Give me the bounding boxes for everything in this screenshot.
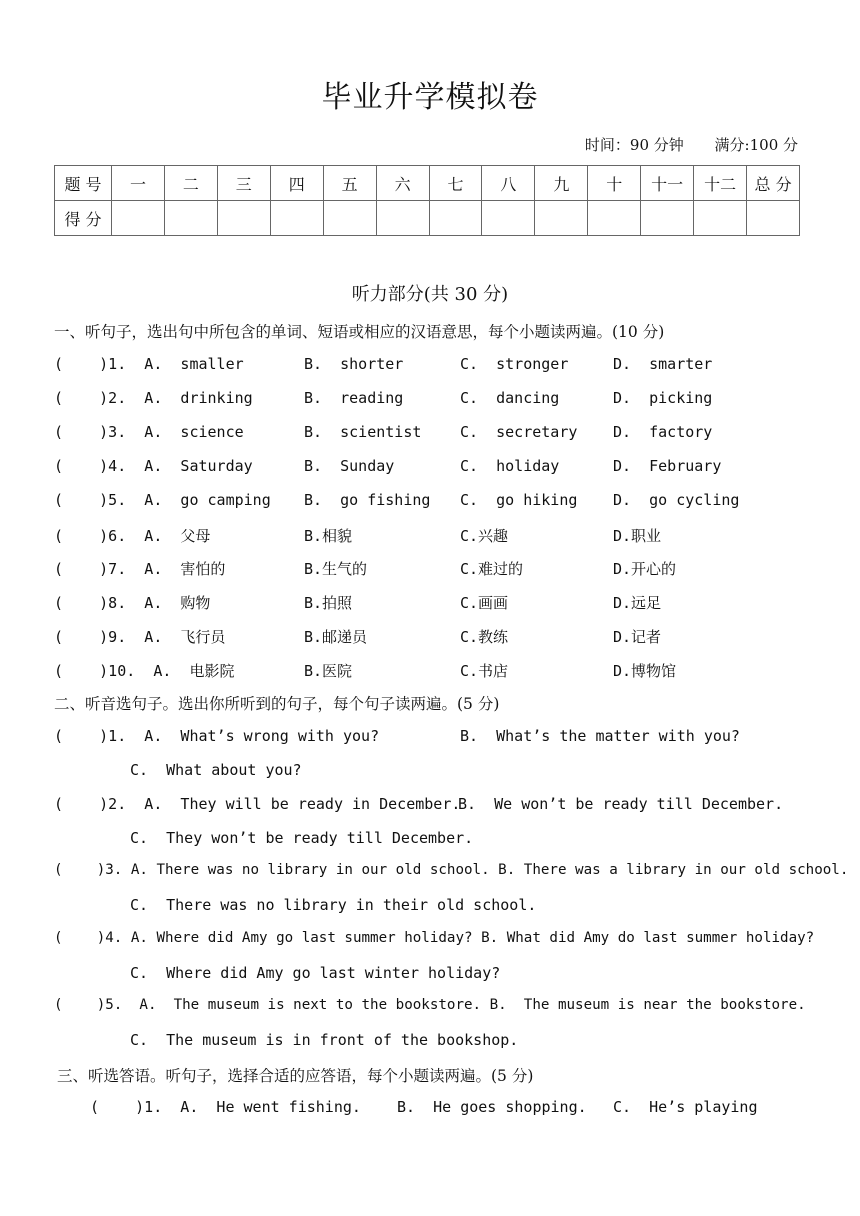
question-option-c: C. stronger	[460, 355, 569, 373]
question-line: ( )1. A. What’s wrong with you?	[54, 727, 380, 745]
score-table-col: 九	[535, 166, 588, 201]
score-table-col: 六	[376, 166, 429, 201]
score-cell[interactable]	[323, 201, 376, 236]
question-option-d: D.记者	[613, 628, 662, 647]
question-option-b: B. Sunday	[304, 456, 395, 475]
score-table-col: 一	[112, 166, 165, 201]
question-option-c: C. There was no library in their old school.	[130, 896, 537, 914]
part2-heading: 二、听音选句子。选出你所听到的句子，每个句子读两遍。(5 分)	[54, 695, 500, 713]
question-option-b: B. shorter	[304, 355, 404, 373]
score-table-col: 十一	[641, 166, 694, 201]
question-option-a: ( )1. A. smaller	[54, 355, 244, 373]
question-option-a: ( )7. A. 害怕的	[54, 560, 226, 579]
score-table-header-row	[55, 166, 800, 201]
question-option-a: ( )10. A. 电影院	[54, 662, 235, 681]
question-option-b: B. What’s the matter with you?	[460, 727, 740, 745]
score-table-col: 三	[217, 166, 270, 201]
part3-heading: 三、听选答语。听句子，选择合适的应答语，每个小题读两遍。(5 分)	[57, 1067, 534, 1085]
question-option-b: B.相貌	[304, 526, 353, 545]
score-table-row-label: 得 分	[55, 201, 112, 236]
score-cell[interactable]	[535, 201, 588, 236]
score-table-col: 二	[164, 166, 217, 201]
question-option-c: C.画画	[460, 594, 509, 613]
score-cell[interactable]	[641, 201, 694, 236]
question-option-d: D.职业	[613, 526, 662, 545]
question-option-d: D. picking	[613, 388, 713, 407]
exam-time: 时间：90 分钟	[584, 136, 684, 154]
question-option-a: ( )5. A. go camping	[54, 490, 271, 509]
score-table-col: 十二	[694, 166, 747, 201]
score-table-col: 五	[323, 166, 376, 201]
score-table-col: 总 分	[747, 166, 800, 201]
question-option-a: ( )3. A. science	[54, 422, 244, 441]
question-option-c: C. holiday	[460, 456, 560, 475]
question-option-b: B.邮递员	[304, 628, 368, 647]
score-table-col: 四	[270, 166, 323, 201]
question-option-c: C. secretary	[460, 422, 578, 441]
part1-heading: 一、听句子，选出句中所包含的单词、短语或相应的汉语意思，每个小题读两遍。(10 分)	[54, 323, 665, 341]
question-option-c: C.书店	[460, 662, 509, 681]
question-option-d: D.博物馆	[613, 662, 677, 681]
question-line: ( )2. A. They will be ready in December.	[54, 795, 461, 813]
question-line: ( )4. A. Where did Amy go last summer holiday? B. What did Amy do last summer holiday?	[54, 930, 815, 946]
question-option-b: B. He goes shopping.	[397, 1098, 587, 1116]
question-option-c: C. Where did Amy go last winter holiday?	[130, 964, 501, 982]
score-table-col: 十	[588, 166, 641, 201]
score-cell[interactable]	[482, 201, 535, 236]
score-cell[interactable]	[217, 201, 270, 236]
question-option-c: C. What about you?	[130, 761, 302, 779]
page-title: 毕业升学模拟卷	[321, 80, 539, 115]
question-option-a: ( )4. A. Saturday	[54, 456, 253, 475]
question-option-c: C.兴趣	[460, 526, 509, 545]
question-line: ( )3. A. There was no library in our old school. B. There was a library in our old school.	[54, 862, 849, 878]
score-cell[interactable]	[694, 201, 747, 236]
score-cell[interactable]	[429, 201, 482, 236]
question-option-c: C. The museum is in front of the bookshop.	[130, 1031, 519, 1049]
question-option-d: D.开心的	[613, 560, 677, 579]
question-option-a: ( )2. A. drinking	[54, 388, 253, 407]
question-option-c: C. He’s playing	[613, 1098, 758, 1116]
score-table-col: 八	[482, 166, 535, 201]
question-option-a: ( )6. A. 父母	[54, 526, 211, 545]
question-option-d: D. smarter	[613, 355, 713, 373]
score-table-row-label: 题 号	[55, 166, 112, 201]
question-option-c: C.教练	[460, 628, 509, 647]
question-option-c: C. go hiking	[460, 490, 578, 509]
question-option-b: B. We won’t be ready till December.	[458, 795, 784, 813]
question-option-c: C. dancing	[460, 388, 560, 407]
question-option-b: B.生气的	[304, 560, 368, 579]
section-title: 听力部分(共 30 分)	[351, 284, 509, 305]
question-option-c: C.难过的	[460, 560, 524, 579]
score-cell[interactable]	[270, 201, 323, 236]
question-option-a: ( )9. A. 飞行员	[54, 628, 226, 647]
score-table-col: 七	[429, 166, 482, 201]
question-option-d: D. go cycling	[613, 490, 740, 509]
question-option-b: B. reading	[304, 388, 404, 407]
question-option-d: D.远足	[613, 594, 662, 613]
question-option-a: ( )8. A. 购物	[54, 594, 211, 613]
score-cell[interactable]	[112, 201, 165, 236]
question-option-c: C. They won’t be ready till December.	[130, 829, 474, 847]
score-table-score-row	[55, 201, 800, 236]
question-option-d: D. February	[613, 456, 722, 475]
question-option-b: B. go fishing	[304, 490, 431, 509]
score-cell[interactable]	[164, 201, 217, 236]
exam-meta	[559, 134, 798, 155]
score-cell[interactable]	[747, 201, 800, 236]
question-option-b: B.医院	[304, 662, 353, 681]
question-option-b: B.拍照	[304, 594, 353, 613]
score-cell[interactable]	[588, 201, 641, 236]
question-option-b: B. scientist	[304, 422, 422, 441]
question-option-d: D. factory	[613, 422, 713, 441]
question-line: ( )5. A. The museum is next to the bookstore. B. The museum is near the bookstore.	[54, 997, 806, 1013]
question-option-a: ( )1. A. He went fishing.	[90, 1098, 361, 1116]
score-table	[54, 165, 800, 236]
exam-total-score: 满分:100 分	[714, 136, 798, 154]
score-cell[interactable]	[376, 201, 429, 236]
